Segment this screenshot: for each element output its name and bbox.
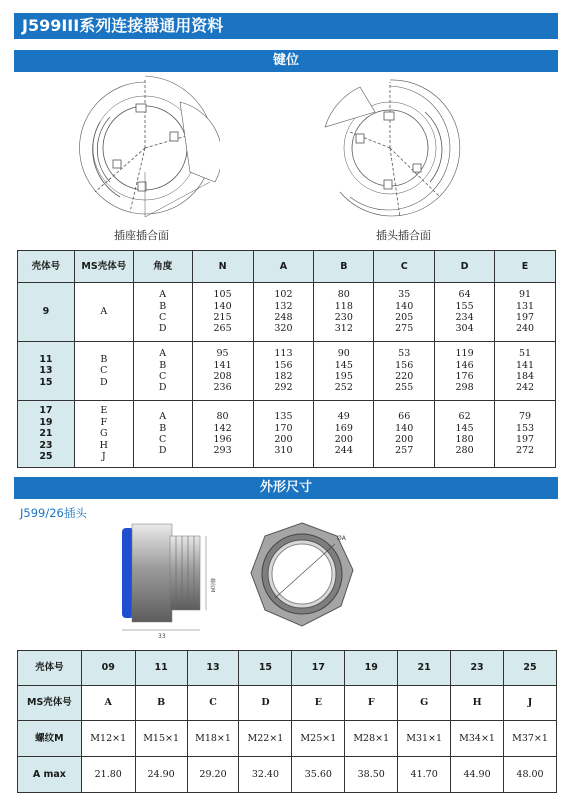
length-label: 33 bbox=[158, 633, 166, 640]
dim-cell: 17 bbox=[292, 651, 345, 686]
thread-label: 螺纹M bbox=[209, 578, 215, 593]
dim-cell: D bbox=[239, 686, 292, 721]
dim-cell: M34×1 bbox=[451, 721, 504, 757]
row-label: 壳体号 bbox=[18, 651, 82, 686]
dim-cell: 35.60 bbox=[292, 757, 345, 793]
document-title: J599III系列连接器通用资料 bbox=[14, 13, 558, 39]
plug-keying-diagram bbox=[320, 72, 470, 222]
dim-row-amax bbox=[18, 757, 557, 793]
C-cell: 66 140 200 257 bbox=[374, 401, 435, 468]
dim-cell: C bbox=[187, 686, 239, 721]
header-E: E bbox=[495, 251, 556, 283]
A-cell: 113 156 182 292 bbox=[253, 342, 314, 401]
diameter-label: ØA bbox=[337, 535, 346, 542]
receptacle-keying-diagram bbox=[70, 72, 220, 222]
D-cell: 119 146 176 298 bbox=[435, 342, 495, 401]
header-shell: 壳体号 bbox=[18, 251, 75, 283]
N-cell: 80 142 196 293 bbox=[192, 401, 253, 468]
plug-side-view bbox=[110, 520, 220, 640]
B-cell: 80 118 230 312 bbox=[314, 283, 374, 342]
B-cell: 49 169 200 244 bbox=[314, 401, 374, 468]
keying-table-header-row bbox=[18, 251, 556, 283]
shell-cell: 17 19 21 23 25 bbox=[18, 401, 75, 468]
dim-cell: 24.90 bbox=[135, 757, 187, 793]
dim-cell: M15×1 bbox=[135, 721, 187, 757]
N-cell: 105 140 215 265 bbox=[192, 283, 253, 342]
dim-cell: F bbox=[345, 686, 398, 721]
dim-row-thread bbox=[18, 721, 557, 757]
plug-front-view bbox=[245, 518, 360, 633]
row-label: 螺纹M bbox=[18, 721, 82, 757]
dim-cell: 11 bbox=[135, 651, 187, 686]
ms-cell: B C D bbox=[74, 342, 133, 401]
angle-cell: A B C D bbox=[133, 283, 192, 342]
shell-cell: 9 bbox=[18, 283, 75, 342]
product-subtitle: J599/26插头 bbox=[20, 506, 87, 520]
header-A: A bbox=[253, 251, 314, 283]
dim-cell: M22×1 bbox=[239, 721, 292, 757]
C-cell: 53 156 220 255 bbox=[374, 342, 435, 401]
dim-cell: A bbox=[81, 686, 135, 721]
dim-cell: 25 bbox=[504, 651, 557, 686]
dimension-table bbox=[17, 650, 557, 793]
dim-cell: 09 bbox=[81, 651, 135, 686]
dim-cell: H bbox=[451, 686, 504, 721]
shell-cell: 11 13 15 bbox=[18, 342, 75, 401]
keying-group-row bbox=[18, 342, 556, 401]
dim-cell: 29.20 bbox=[187, 757, 239, 793]
receptacle-caption: 插座插合面 bbox=[114, 229, 169, 242]
E-cell: 79 153 197 272 bbox=[495, 401, 556, 468]
dim-cell: G bbox=[398, 686, 451, 721]
dim-cell: M28×1 bbox=[345, 721, 398, 757]
header-D: D bbox=[435, 251, 495, 283]
section-header-keying: 键位 bbox=[14, 50, 558, 72]
dim-row-shell bbox=[18, 651, 557, 686]
header-ms-shell: MS壳体号 bbox=[74, 251, 133, 283]
dim-cell: 15 bbox=[239, 651, 292, 686]
dim-cell: E bbox=[292, 686, 345, 721]
dim-cell: 21.80 bbox=[81, 757, 135, 793]
B-cell: 90 145 195 252 bbox=[314, 342, 374, 401]
plug-caption: 插头插合面 bbox=[376, 229, 431, 242]
dim-cell: 32.40 bbox=[239, 757, 292, 793]
dim-cell: 41.70 bbox=[398, 757, 451, 793]
dim-cell: M25×1 bbox=[292, 721, 345, 757]
dim-cell: J bbox=[504, 686, 557, 721]
keying-group-row bbox=[18, 283, 556, 342]
ms-cell: A bbox=[74, 283, 133, 342]
header-C: C bbox=[374, 251, 435, 283]
header-angle: 角度 bbox=[133, 251, 192, 283]
row-label: MS壳体号 bbox=[18, 686, 82, 721]
E-cell: 51 141 184 242 bbox=[495, 342, 556, 401]
A-cell: 102 132 248 320 bbox=[253, 283, 314, 342]
dim-cell: 21 bbox=[398, 651, 451, 686]
dim-cell: 19 bbox=[345, 651, 398, 686]
dim-cell: M37×1 bbox=[504, 721, 557, 757]
dim-cell: 48.00 bbox=[504, 757, 557, 793]
N-cell: 95 141 208 236 bbox=[192, 342, 253, 401]
C-cell: 35 140 205 275 bbox=[374, 283, 435, 342]
D-cell: 64 155 234 304 bbox=[435, 283, 495, 342]
dim-cell: 13 bbox=[187, 651, 239, 686]
keying-table bbox=[17, 250, 556, 468]
dim-cell: 38.50 bbox=[345, 757, 398, 793]
D-cell: 62 145 180 280 bbox=[435, 401, 495, 468]
dim-row-ms bbox=[18, 686, 557, 721]
dim-cell: M12×1 bbox=[81, 721, 135, 757]
header-B: B bbox=[314, 251, 374, 283]
A-cell: 135 170 200 310 bbox=[253, 401, 314, 468]
keying-group-row bbox=[18, 401, 556, 468]
E-cell: 91 131 197 240 bbox=[495, 283, 556, 342]
dim-cell: 23 bbox=[451, 651, 504, 686]
section-header-dimensions: 外形尺寸 bbox=[14, 477, 558, 499]
dim-cell: M18×1 bbox=[187, 721, 239, 757]
dim-cell: M31×1 bbox=[398, 721, 451, 757]
dim-cell: B bbox=[135, 686, 187, 721]
angle-cell: A B C D bbox=[133, 342, 192, 401]
row-label: A max bbox=[18, 757, 82, 793]
ms-cell: E F G H J bbox=[74, 401, 133, 468]
dim-cell: 44.90 bbox=[451, 757, 504, 793]
angle-cell: A B C D bbox=[133, 401, 192, 468]
header-N: N bbox=[192, 251, 253, 283]
